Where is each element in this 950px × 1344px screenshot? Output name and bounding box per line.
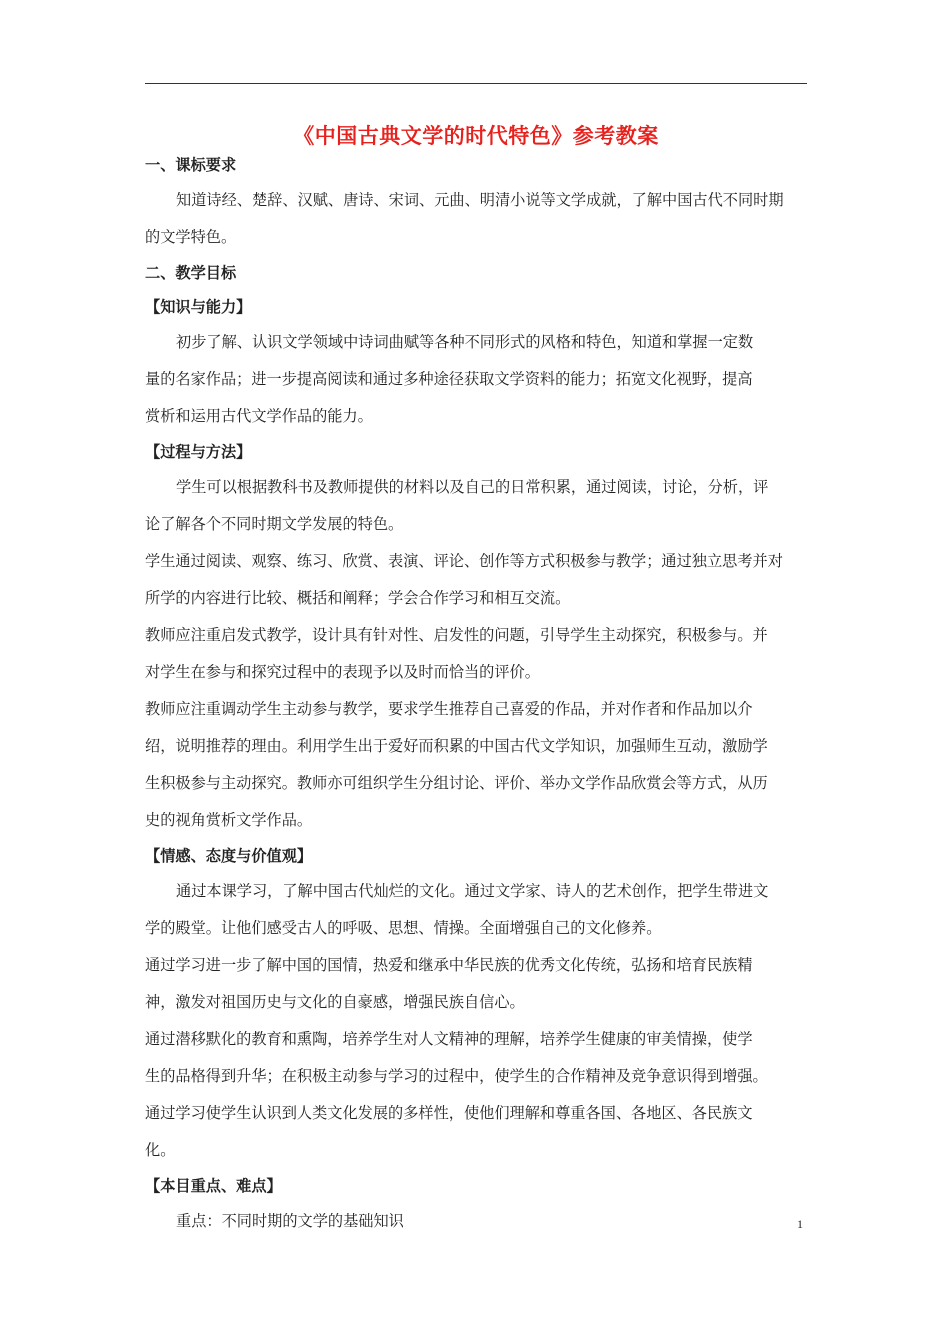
paragraph-line: 通过潜移默化的教育和熏陶，培养学生对人文精神的理解，培养学生健康的审美情操，使学 — [145, 1030, 753, 1048]
paragraph-line: 通过学习使学生认识到人类文化发展的多样性，使他们理解和尊重各国、各地区、各民族文 — [145, 1104, 753, 1122]
paragraph-line: 化。 — [145, 1141, 176, 1159]
paragraph-line: 生积极参与主动探究。教师亦可组织学生分组讨论、评价、举办文学作品欣赏会等方式，从历 — [145, 774, 768, 792]
section-heading-curriculum: 一、课标要求 — [145, 156, 237, 174]
paragraph-line: 生的品格得到升华；在积极主动参与学习的过程中，使学生的合作精神及竞争意识得到增强。 — [145, 1067, 768, 1085]
section-heading-objectives: 二、教学目标 — [145, 264, 237, 282]
paragraph-line: 知道诗经、楚辞、汉赋、唐诗、宋词、元曲、明清小说等文学成就，了解中国古代不同时期 — [176, 191, 784, 209]
paragraph-line: 初步了解、认识文学领域中诗词曲赋等各种不同形式的风格和特色，知道和掌握一定数 — [176, 333, 754, 351]
paragraph-line: 论了解各个不同时期文学发展的特色。 — [145, 515, 404, 533]
paragraph-line: 神，激发对祖国历史与文化的自豪感，增强民族自信心。 — [145, 993, 525, 1011]
paragraph-line: 所学的内容进行比较、概括和阐释；学会合作学习和相互交流。 — [145, 589, 571, 607]
paragraph-line: 学生可以根据教科书及教师提供的材料以及自己的日常积累，通过阅读，讨论，分析，评 — [176, 478, 769, 496]
document-title: 《中国古典文学的时代特色》参考教案 — [293, 124, 659, 148]
paragraph-line: 教师应注重启发式教学，设计具有针对性、启发性的问题，引导学生主动探究，积极参与。并 — [145, 626, 768, 644]
page-number: 1 — [797, 1217, 803, 1231]
document-body — [145, 148, 807, 1240]
paragraph-line: 教师应注重调动学生主动参与教学，要求学生推荐自己喜爱的作品，并对作者和作品加以介 — [145, 700, 753, 718]
paragraph-line: 赏析和运用古代文学作品的能力。 — [145, 407, 373, 425]
paragraph-line: 史的视角赏析文学作品。 — [145, 811, 313, 829]
subheading-process: 【过程与方法】 — [145, 443, 252, 461]
paragraph-line: 量的名家作品；进一步提高阅读和通过多种途径获取文学资料的能力；拓宽文化视野，提高 — [145, 370, 753, 388]
header-rule — [145, 83, 807, 84]
subheading-key-points: 【本目重点、难点】 — [145, 1177, 282, 1195]
paragraph-line: 对学生在参与和探究过程中的表现予以及时而恰当的评价。 — [145, 663, 540, 681]
subheading-knowledge: 【知识与能力】 — [145, 298, 252, 316]
paragraph-line: 重点：不同时期的文学的基础知识 — [176, 1212, 404, 1230]
paragraph-line: 的文学特色。 — [145, 228, 237, 246]
paragraph-line: 绍，说明推荐的理由。利用学生出于爱好而积累的中国古代文学知识，加强师生互动，激励学 — [145, 737, 768, 755]
subheading-emotion: 【情感、态度与价值观】 — [145, 847, 313, 865]
paragraph-line: 通过本课学习，了解中国古代灿烂的文化。通过文学家、诗人的艺术创作，把学生带进文 — [176, 882, 769, 900]
paragraph-line: 通过学习进一步了解中国的国情，热爱和继承中华民族的优秀文化传统，弘扬和培育民族精 — [145, 956, 753, 974]
paragraph-line: 学的殿堂。让他们感受古人的呼吸、思想、情操。全面增强自己的文化修养。 — [145, 919, 662, 937]
paragraph-line: 学生通过阅读、观察、练习、欣赏、表演、评论、创作等方式积极参与教学；通过独立思考并对 — [145, 552, 783, 570]
